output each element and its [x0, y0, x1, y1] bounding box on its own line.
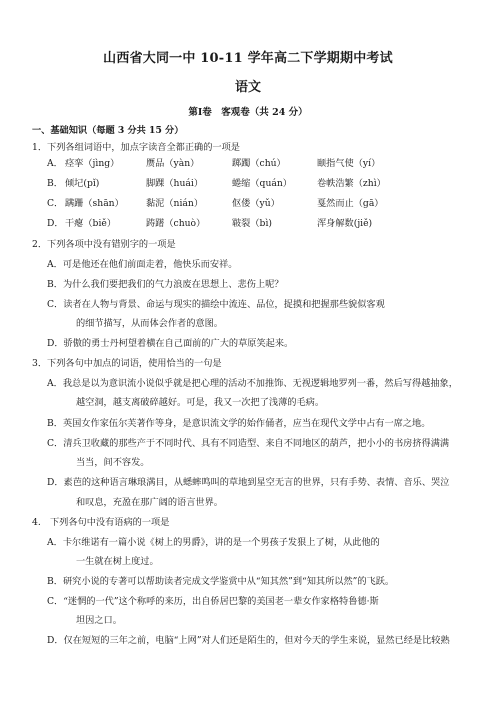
q1-option-b-word1: 倾圮(pǐ): [65, 178, 100, 189]
q1-option-d-word3: 皲裂（bì): [232, 218, 272, 229]
q3-option-c-cont: 当当，间不容发。: [76, 457, 150, 468]
q3-option-d-cont: 和叹息，充盈在那广阔的语言世界。: [76, 497, 223, 508]
q3-option-d: D．素芭的这种语言琳琅满目，从蟋蟀鸣叫的草地到星空无言的世界，只有手势、表情、音乐、哭泣: [47, 477, 450, 488]
q2-option-c: C．读者在人物与背景、命运与现实的描绘中流连、品位，捉摸和把握那些貌似客观: [47, 299, 385, 310]
q1-option-b-label: B．: [47, 178, 63, 189]
q1-option-d-word1: 干瘪（biě）: [65, 218, 117, 229]
q1-option-a-word3: 踯躅（chú）: [232, 158, 286, 169]
q1-option-b-word4: 卷帙浩繁（zhì）: [317, 178, 386, 189]
section-title: 第Ⅰ卷 客观卷（共 24 分）: [188, 107, 308, 118]
q4-option-d: D．仅在短短的三年之前，电脑“上网”对人们还是陌生的，但对今天的学生来说，显然已经是比较熟: [47, 635, 450, 646]
q1-option-c-word4: 戛然而止（gā）: [317, 198, 384, 209]
q3-option-a: A．我总是以为意识流小说似乎就是把心理的活动不加推饰、无视逻辑地罗列一番，然后写得越抽象，: [47, 378, 458, 389]
q1-option-d-label: D．: [47, 218, 64, 229]
q2-option-d: D．骄傲的勇士丹柯望着横在自己面前的广大的草原笑起来。: [47, 338, 294, 349]
q4-option-a: A．卡尔维诺有一篇小说《树上的男爵》，讲的是一个男孩子发狠上了树，从此他的: [47, 537, 380, 548]
q1-option-a-label: A．: [47, 158, 63, 169]
q4-option-c-cont: 坦因之口。: [76, 615, 122, 626]
q4-stem: 4. 下列各句中没有语病的一项是: [32, 517, 170, 528]
q1-option-a-word2: 赝品（yàn）: [146, 158, 200, 169]
q3-option-c: C．清兵卫收藏的那些产于不同时代、具有不同造型、来自不同地区的葫芦，把小小的书房挤得满满: [47, 438, 450, 449]
exam-title: 山西省大同一中 10-11 学年高二下学期期中考试: [103, 51, 393, 66]
subject-title: 语文: [234, 80, 261, 95]
q1-option-b-word2: 脚踝（huái）: [146, 178, 203, 189]
q2-stem: 2．下列各项中没有错别字的一项是: [32, 239, 176, 250]
q1-option-d-word4: 浑身解数(jiě): [317, 218, 373, 229]
q1-option-c-word3: 伛偻（yǔ）: [232, 198, 280, 209]
q1-option-b-word3: 蜷缩（quán）: [232, 178, 292, 189]
q1-option-a-word4: 颐指气使（yí）: [317, 158, 381, 169]
q1-stem: 1．下列各组词语中，加点字读音全都正确的一项是: [32, 142, 240, 153]
q2-option-a: A．可是他还在他们前面走着，他快乐而安祥。: [47, 259, 238, 270]
part1-heading: 一、基础知识（每题 3 分共 15 分）: [32, 125, 184, 136]
q4-option-b: B．研究小说的专著可以帮助读者完成文学鉴赏中从“知其然”到“知其所以然”的飞跃。: [47, 576, 395, 587]
q1-option-a-word1: 痉挛（jìng）: [65, 158, 120, 169]
q2-option-c-cont: 的细节描写，从而体会作者的意图。: [76, 318, 223, 329]
q1-option-c-word2: 黏泥（nián）: [146, 198, 203, 209]
q1-option-c-word1: 蹒跚（shān）: [65, 198, 124, 209]
q3-stem: 3．下列各句中加点的词语，使用恰当的一句是: [32, 358, 222, 369]
q2-option-b: B．为什么我们要把我们的气力浪废在思想上、悲伤上呢？: [47, 279, 284, 290]
q4-option-a-cont: 一生就在树上度过。: [76, 556, 159, 567]
q3-option-b: B．英国女作家伍尔芙著作等身，是意识流文学的始作俑者，应当在现代文学中占有一席之地。: [47, 418, 431, 429]
q3-option-a-cont: 越空洞，越支离破碎越好。可是，我又一次把了浅薄的毛病。: [76, 397, 325, 408]
q4-option-c: C．“迷惘的一代”这个称呼的来历，出自侨居巴黎的美国老一辈女作家格特鲁德·斯: [47, 596, 379, 607]
q1-option-c-label: C．: [47, 198, 64, 209]
q1-option-d-word2: 踌躇（chuò）: [146, 218, 206, 229]
